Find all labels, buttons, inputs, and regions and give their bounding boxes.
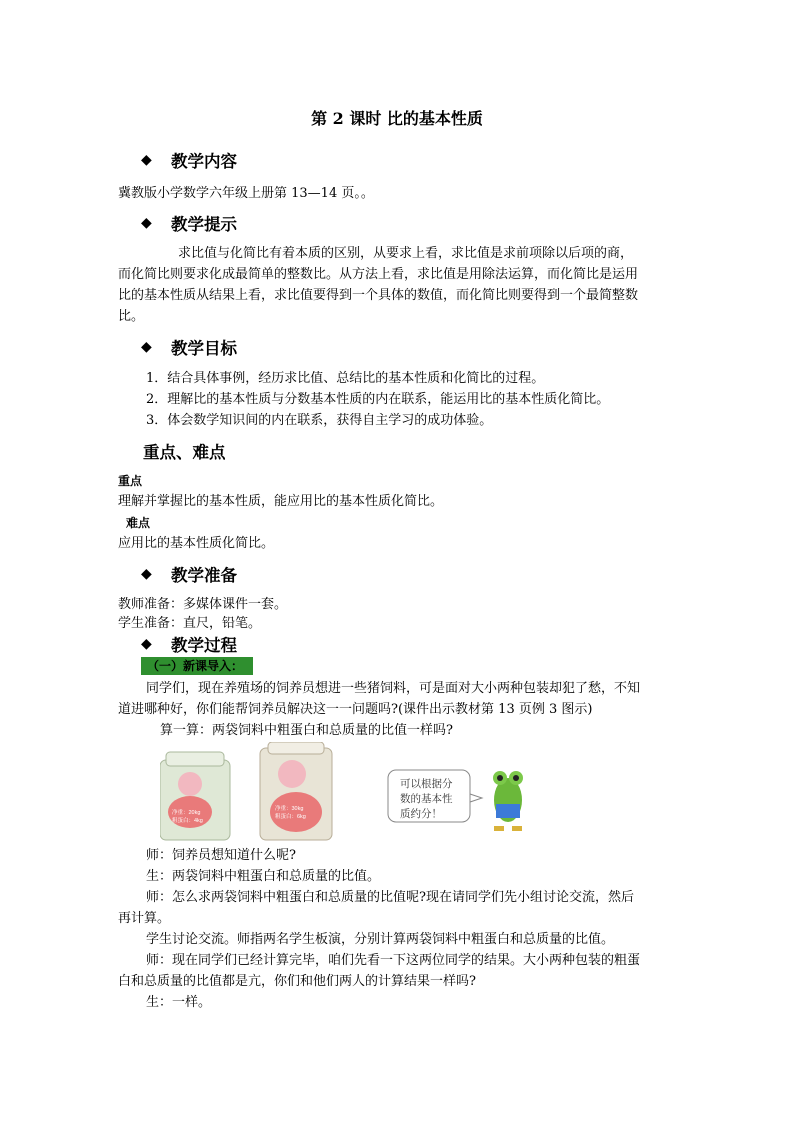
goal-item: 1．结合具体事例，经历求比值、总结比的基本性质和化简比的过程。 [146, 371, 545, 386]
subsection-highlight: （一）新课导入： [141, 657, 253, 675]
dialogue-line: 白和总质量的比值都是亢，你们和他们两人的计算结果一样吗? [118, 974, 476, 989]
hint-line: 而化简比则要求化成最简单的整数比。从方法上看，求比值是用除法运算，而化简比是运用 [118, 267, 639, 282]
hint-line: 比。 [118, 309, 145, 324]
diamond-bullet-icon: ◆ [141, 152, 152, 168]
heading-text: 教学提示 [171, 215, 237, 234]
difficult-text: 应用比的基本性质化简比。 [118, 536, 275, 551]
diamond-bullet-icon: ◆ [141, 215, 152, 231]
diamond-bullet-icon: ◆ [141, 339, 152, 355]
section-heading-content [141, 148, 237, 172]
dialogue-line: 师：饲养员想知道什么呢? [146, 848, 296, 863]
paragraph-line: 同学们，现在养殖场的饲养员想进一些猪饲料，可是面对大小两种包装却犯了愁，不知 [146, 681, 641, 696]
process-question: 算一算：两袋饲料中粗蛋白和总质量的比值一样吗? [160, 723, 453, 738]
page-title: 第 2 课时 比的基本性质 [311, 109, 483, 128]
section-heading-process [141, 632, 237, 656]
svg-text:可以根据分: 可以根据分 [400, 778, 453, 790]
bag1-label-2: 粗蛋白：4kg [172, 818, 203, 824]
goal-item: 2．理解比的基本性质与分数基本性质的内在联系，能运用比的基本性质化简比。 [146, 392, 610, 407]
svg-text:质约分！: 质约分！ [400, 808, 442, 820]
process-paragraph-1 [118, 678, 678, 720]
feed-bags-illustration [160, 742, 540, 842]
section-heading-prep [141, 562, 237, 586]
hint-line: 比的基本性质从结果上看，求比值要得到一个具体的数值，而化简比则要得到一个最简整数 [118, 288, 639, 303]
large-feed-bag-icon [260, 742, 332, 840]
prep-teacher: 教师准备：多媒体课件一套。 [118, 597, 288, 612]
dialogue-line: 生：一样。 [146, 995, 212, 1010]
diamond-bullet-icon: ◆ [141, 636, 152, 652]
goal-item: 3．体会数学知识间的内在联系，获得自主学习的成功体验。 [146, 413, 493, 428]
prep-student: 学生准备：直尺，铅笔。 [118, 616, 262, 631]
heading-text: 教学目标 [171, 339, 237, 358]
heading-text: 重点、难点 [143, 443, 226, 462]
section-heading-key [143, 439, 226, 463]
goals-list [146, 368, 686, 431]
hint-line: 求比值与化简比有着本质的区别，从要求上看，求比值是求前项除以后项的商， [178, 246, 634, 261]
diamond-bullet-icon: ◆ [141, 566, 152, 582]
dialogue-line: 师：现在同学们已经计算完毕，咱们先看一下这两位同学的结果。大小两种包装的粗蛋 [146, 953, 641, 968]
svg-text:数的基本性: 数的基本性 [400, 793, 453, 805]
key-label: 重点 [118, 474, 143, 488]
bag2-label: 净重：30kg [275, 806, 304, 812]
frog-mascot-icon [493, 771, 523, 831]
dialogue-line: 师：怎么求两袋饲料中粗蛋白和总质量的比值呢?现在请同学们先小组讨论交流，然后 [146, 890, 634, 905]
section-heading-goals [141, 335, 237, 359]
content-text: 冀教版小学数学六年级上册第 13—14 页。。 [118, 186, 374, 201]
paragraph-line: 道进哪种好，你们能帮饲养员解决这一一问题吗?(课件出示教材第 13 页例 3 图示) [118, 702, 593, 717]
heading-text: 教学内容 [171, 152, 237, 171]
key-text: 理解并掌握比的基本性质，能应用比的基本性质化简比。 [118, 494, 444, 509]
bag1-label: 净重：20kg [172, 810, 201, 816]
heading-text: 教学准备 [171, 566, 237, 585]
hint-paragraph [118, 243, 678, 327]
difficult-label: 难点 [126, 516, 151, 530]
dialogue-line: 学生讨论交流。师指两名学生板演，分别计算两袋饲料中粗蛋白和总质量的比值。 [146, 932, 615, 947]
heading-text: 教学过程 [171, 636, 237, 655]
dialogue [118, 845, 678, 1013]
dialogue-line: 生：两袋饲料中粗蛋白和总质量的比值。 [146, 869, 381, 884]
bag2-label-2: 粗蛋白：6kg [275, 814, 306, 820]
dialogue-line: 再计算。 [118, 911, 171, 926]
small-feed-bag-icon [160, 752, 230, 840]
section-heading-hint [141, 211, 237, 235]
